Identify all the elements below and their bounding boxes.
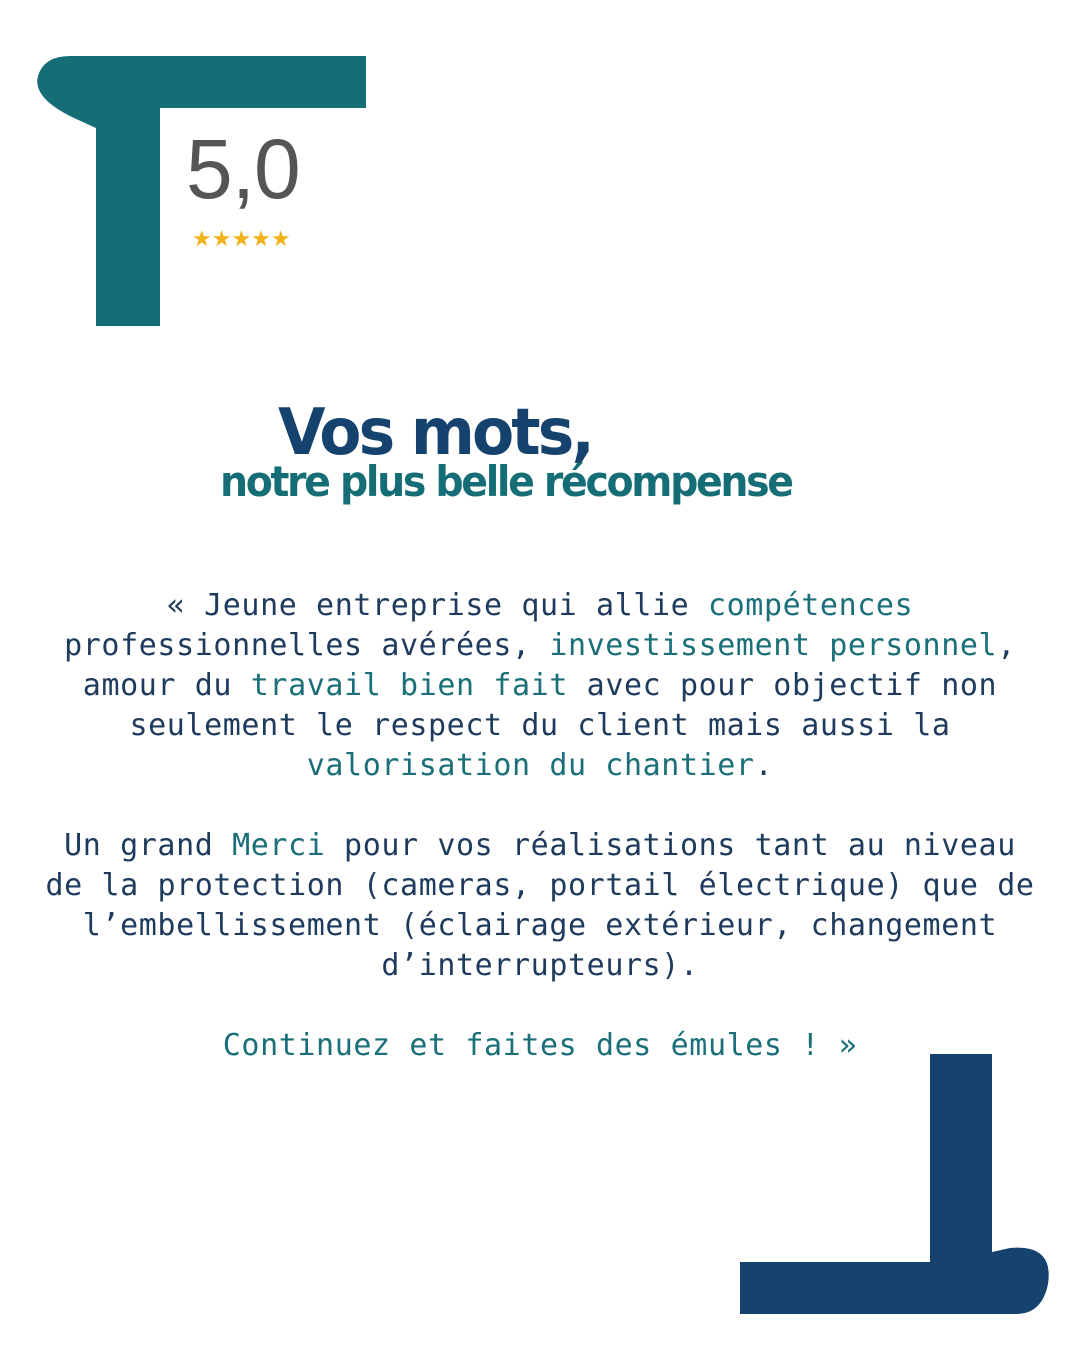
testimonial-paragraph-2	[40, 826, 1040, 986]
rating-score: 5,0	[186, 122, 300, 216]
headline-main: Vos mots,	[278, 396, 592, 470]
testimonial-paragraph-1	[40, 586, 1040, 786]
rating-block	[186, 124, 326, 252]
quote-closing: Continuez et faites des émules ! »	[222, 1028, 858, 1063]
quote-highlight: travail bien fait	[250, 668, 568, 703]
quote-text: , amour du	[82, 628, 1016, 703]
quote-text: « Jeune entreprise qui allie	[166, 588, 708, 623]
quote-text: Un grand	[64, 828, 233, 863]
star-rating-icon: ★★★★★	[192, 227, 291, 252]
quote-highlight: compétences	[707, 588, 914, 623]
quote-highlight: valorisation du chantier	[306, 748, 755, 783]
quote-highlight: investissement personnel	[549, 628, 998, 663]
navy-l-shape-decoration	[736, 1052, 1052, 1318]
quote-text: .	[754, 748, 774, 783]
quote-text: avec pour objectif non seulement le respect du client mais aussi la	[129, 668, 998, 743]
quote-text: pour vos réalisations tant au niveau de la protection (cameras, portail électrique) que de l’embellissement (éclairage extérieur, changement d’interrupteurs).	[45, 828, 1035, 983]
headline	[0, 396, 1080, 516]
testimonial-quote	[40, 586, 1040, 1106]
quote-highlight: Merci	[232, 828, 326, 863]
headline-sub: notre plus belle récompense	[220, 457, 792, 506]
quote-text: professionnelles avérées,	[64, 628, 550, 663]
